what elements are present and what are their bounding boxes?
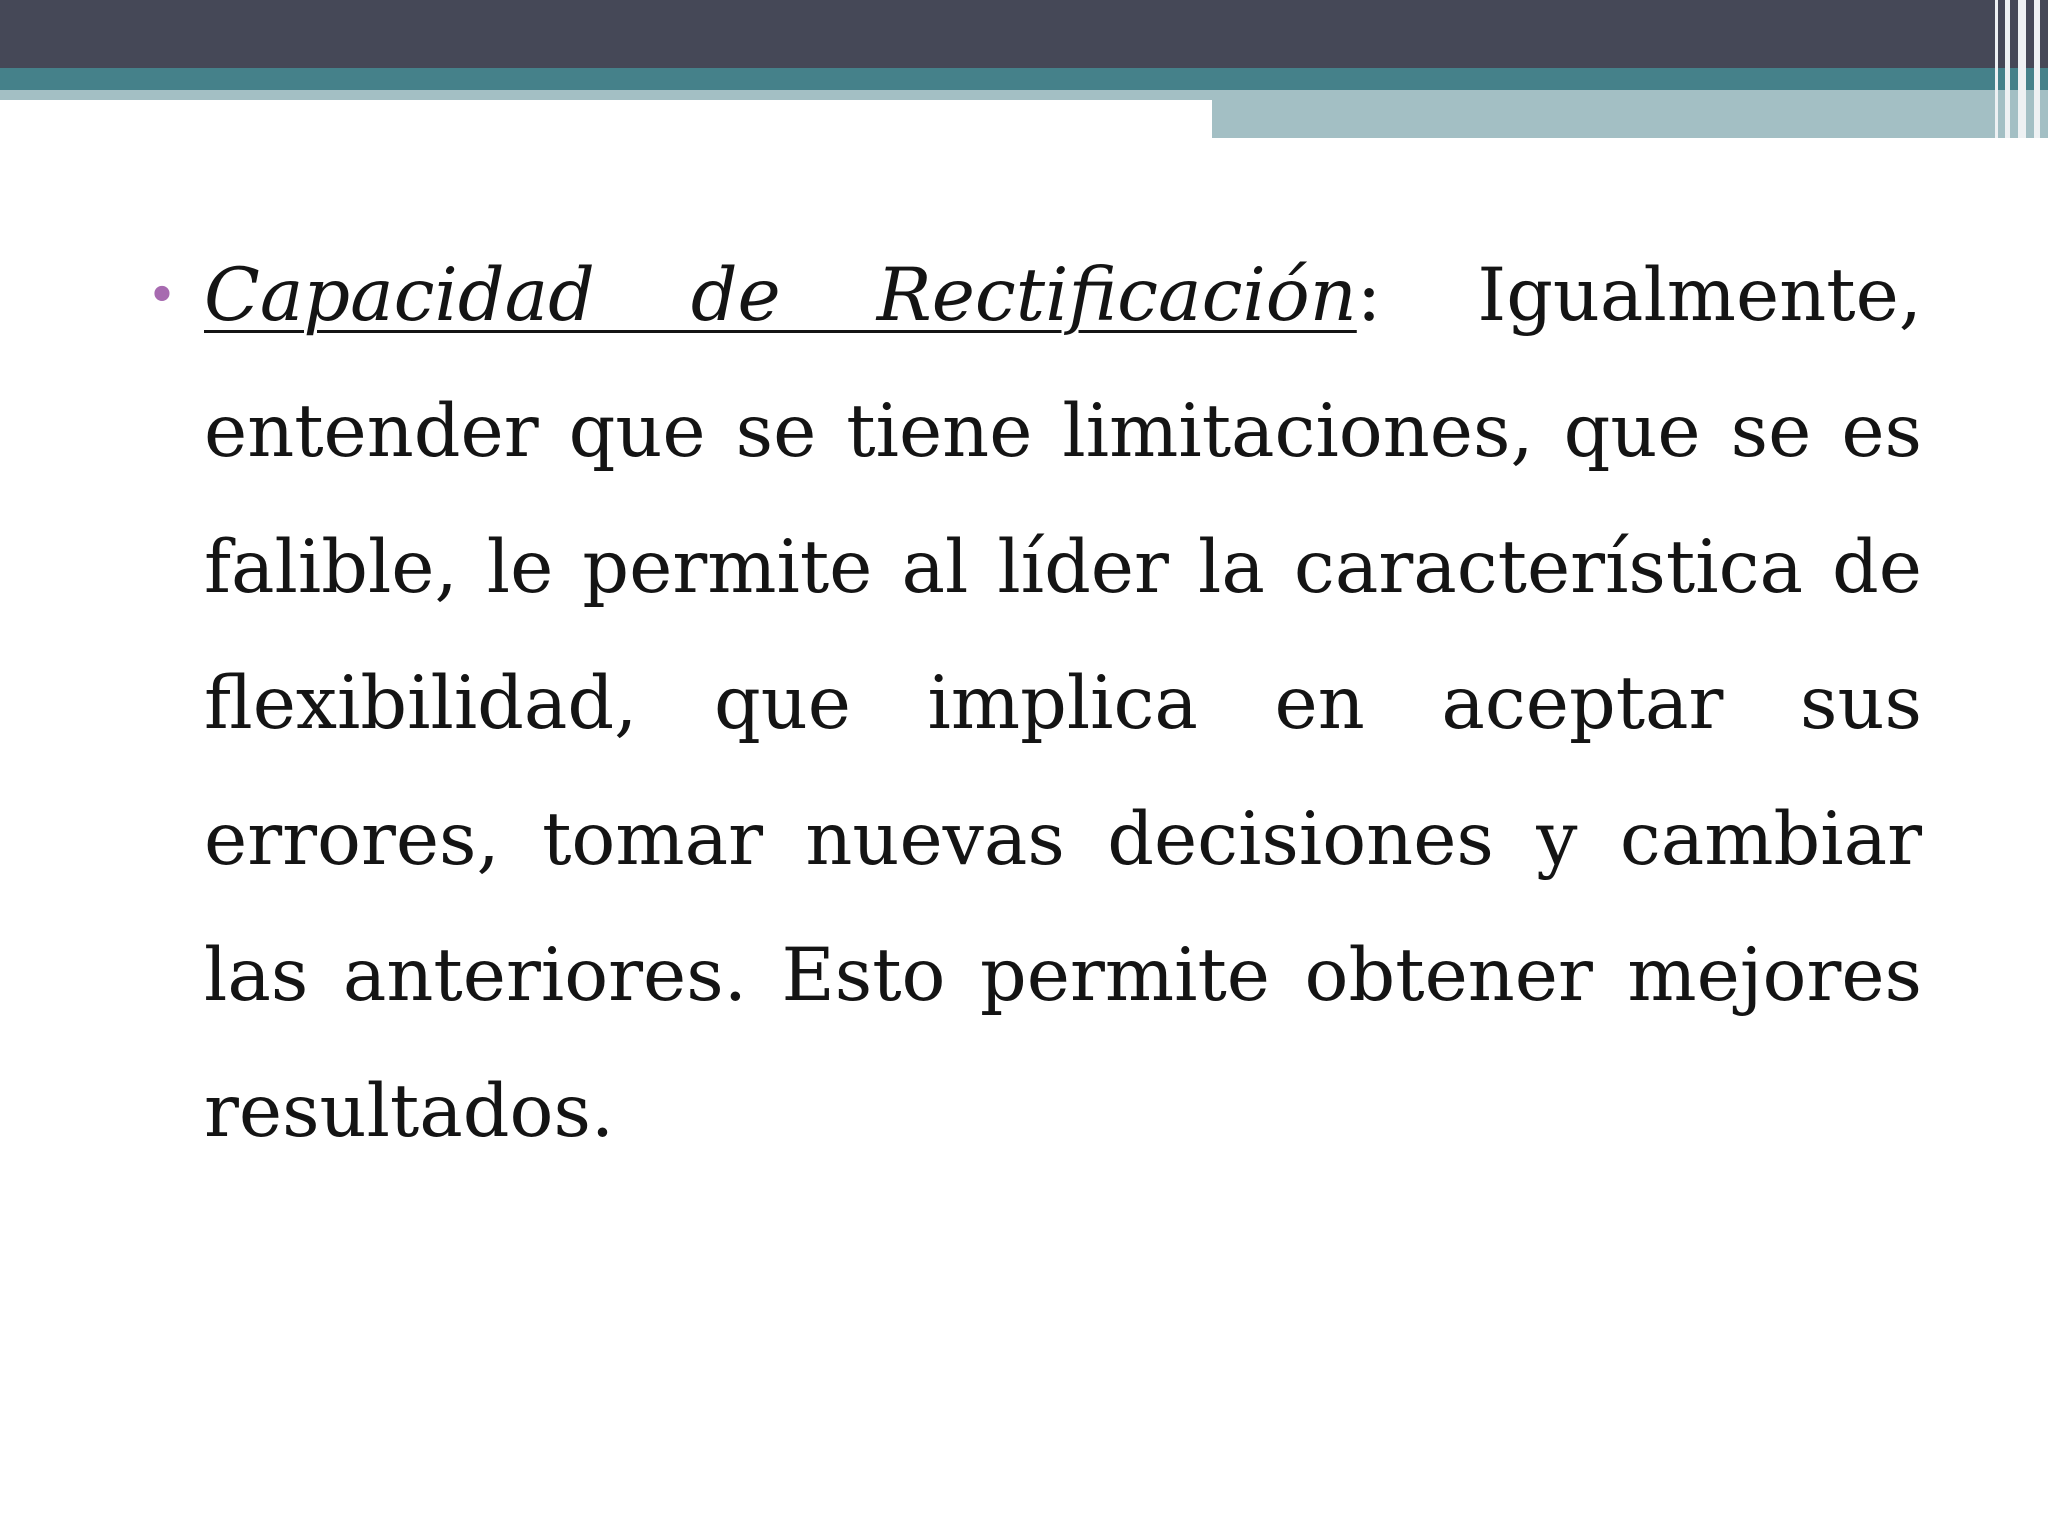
bullet-paragraph — [140, 228, 1922, 1180]
header-light-band — [0, 90, 1212, 100]
term-heading: Capacidad de Rectificación — [204, 253, 1357, 338]
header-dark-band — [0, 0, 2048, 68]
term-separator: : — [1356, 253, 1382, 338]
header-light-block — [1212, 90, 2048, 138]
header-teal-band — [0, 68, 2048, 90]
slide-content — [140, 228, 1922, 1180]
header-edge-stripes — [1990, 0, 2048, 138]
body-text: Igualmente, entender que se tiene limitaciones, que se es falible, le permite al líder la característica de flexibilidad, que implica en aceptar sus errores, tomar nuevas decisiones y cambiar las anteriores. Esto permite obtener mejores resultados. — [204, 253, 1922, 1154]
bullet-icon: • — [146, 266, 178, 326]
